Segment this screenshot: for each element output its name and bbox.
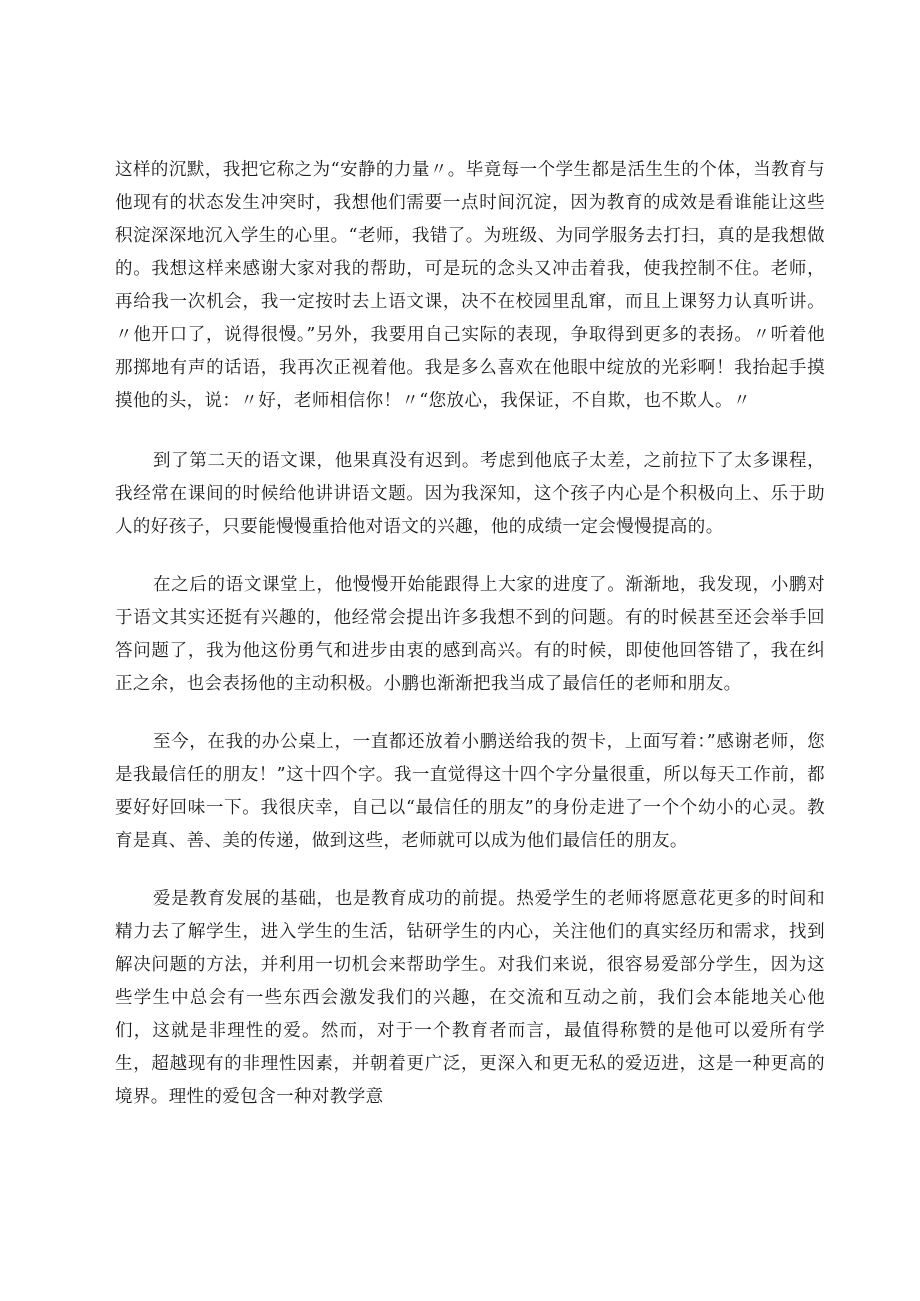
paragraph-1: 这样的沉默，我把它称之为“安静的力量〃。毕竟每一个学生都是活生生的个体，当教育与他现有的状态发生冲突时，我想他们需要一点时间沉淀，因为教育的成效是看谁能让这些积淀深深地沉入学生的心里。“老师，我错了。为班级、为同学服务去打扫，真的是我想做的。我想这样来感谢大家对我的帮助，可是玩的念头又冲击着我，使我控制不住。老师，再给我一次机会，我一定按时去上语文课，决不在校园里乱窜，而且上课努力认真听讲。〃他开口了，说得很慢。”另外，我要用自己实际的表现，争取得到更多的表扬。〃听着他那掷地有声的话语，我再次正视着他。我是多么喜欢在他眼中绽放的光彩啊！我抬起手摸摸他的头，说：〃好，老师相信你！〃“您放心，我保证，不自欺，也不欺人。〃 [115,160,825,411]
document-body [115,154,825,1114]
paragraph-4: 至今，在我的办公桌上，一直都还放着小鹏送给我的贺卡，上面写着：”感谢老师，您是我最信任的朋友！”这十四个字。我一直觉得这十四个字分量很重，所以每天工作前，都要好好回味一下。我很庆幸，自己以“最信任的朋友”的身份走进了一个个幼小的心灵。教育是真、善、美的传递，做到这些，老师就可以成为他们最信任的朋友。 [115,732,825,851]
paragraph-3: 在之后的语文课堂上，他慢慢开始能跟得上大家的进度了。渐渐地，我发现，小鹏对于语文其实还挺有兴趣的，他经常会提出许多我想不到的问题。有的时候甚至还会举手回答问题了，我为他这份勇气和进步由衷的感到高兴。有的时候，即使他回答错了，我在纠正之余，也会表扬他的主动积极。小鹏也渐渐把我当成了最信任的老师和朋友。 [115,575,825,694]
paragraph-5: 爱是教育发展的基础，也是教育成功的前提。热爱学生的老师将愿意花更多的时间和精力去了解学生，进入学生的生活，钻研学生的内心，关注他们的真实经历和需求，找到解决问题的方法，并利用一切机会来帮助学生。对我们来说，很容易爱部分学生，因为这些学生中总会有一些东西会激发我们的兴趣，在交流和互动之前，我们会本能地关心他们，这就是非理性的爱。然而，对于一个教育者而言，最值得称赞的是他可以爱所有学生，超越现有的非理性因素，并朝着更广泛，更深入和更无私的爱迈进，这是一种更高的境界。理性的爱包含一种对教学意 [115,889,825,1107]
paragraph-2: 到了第二天的语文课，他果真没有迟到。考虑到他底子太差，之前拉下了太多课程，我经常在课间的时候给他讲讲语文题。因为我深知，这个孩子内心是个积极向上、乐于助人的好孩子，只要能慢慢重拾他对语文的兴趣，他的成绩一定会慢慢提高的。 [115,451,825,537]
